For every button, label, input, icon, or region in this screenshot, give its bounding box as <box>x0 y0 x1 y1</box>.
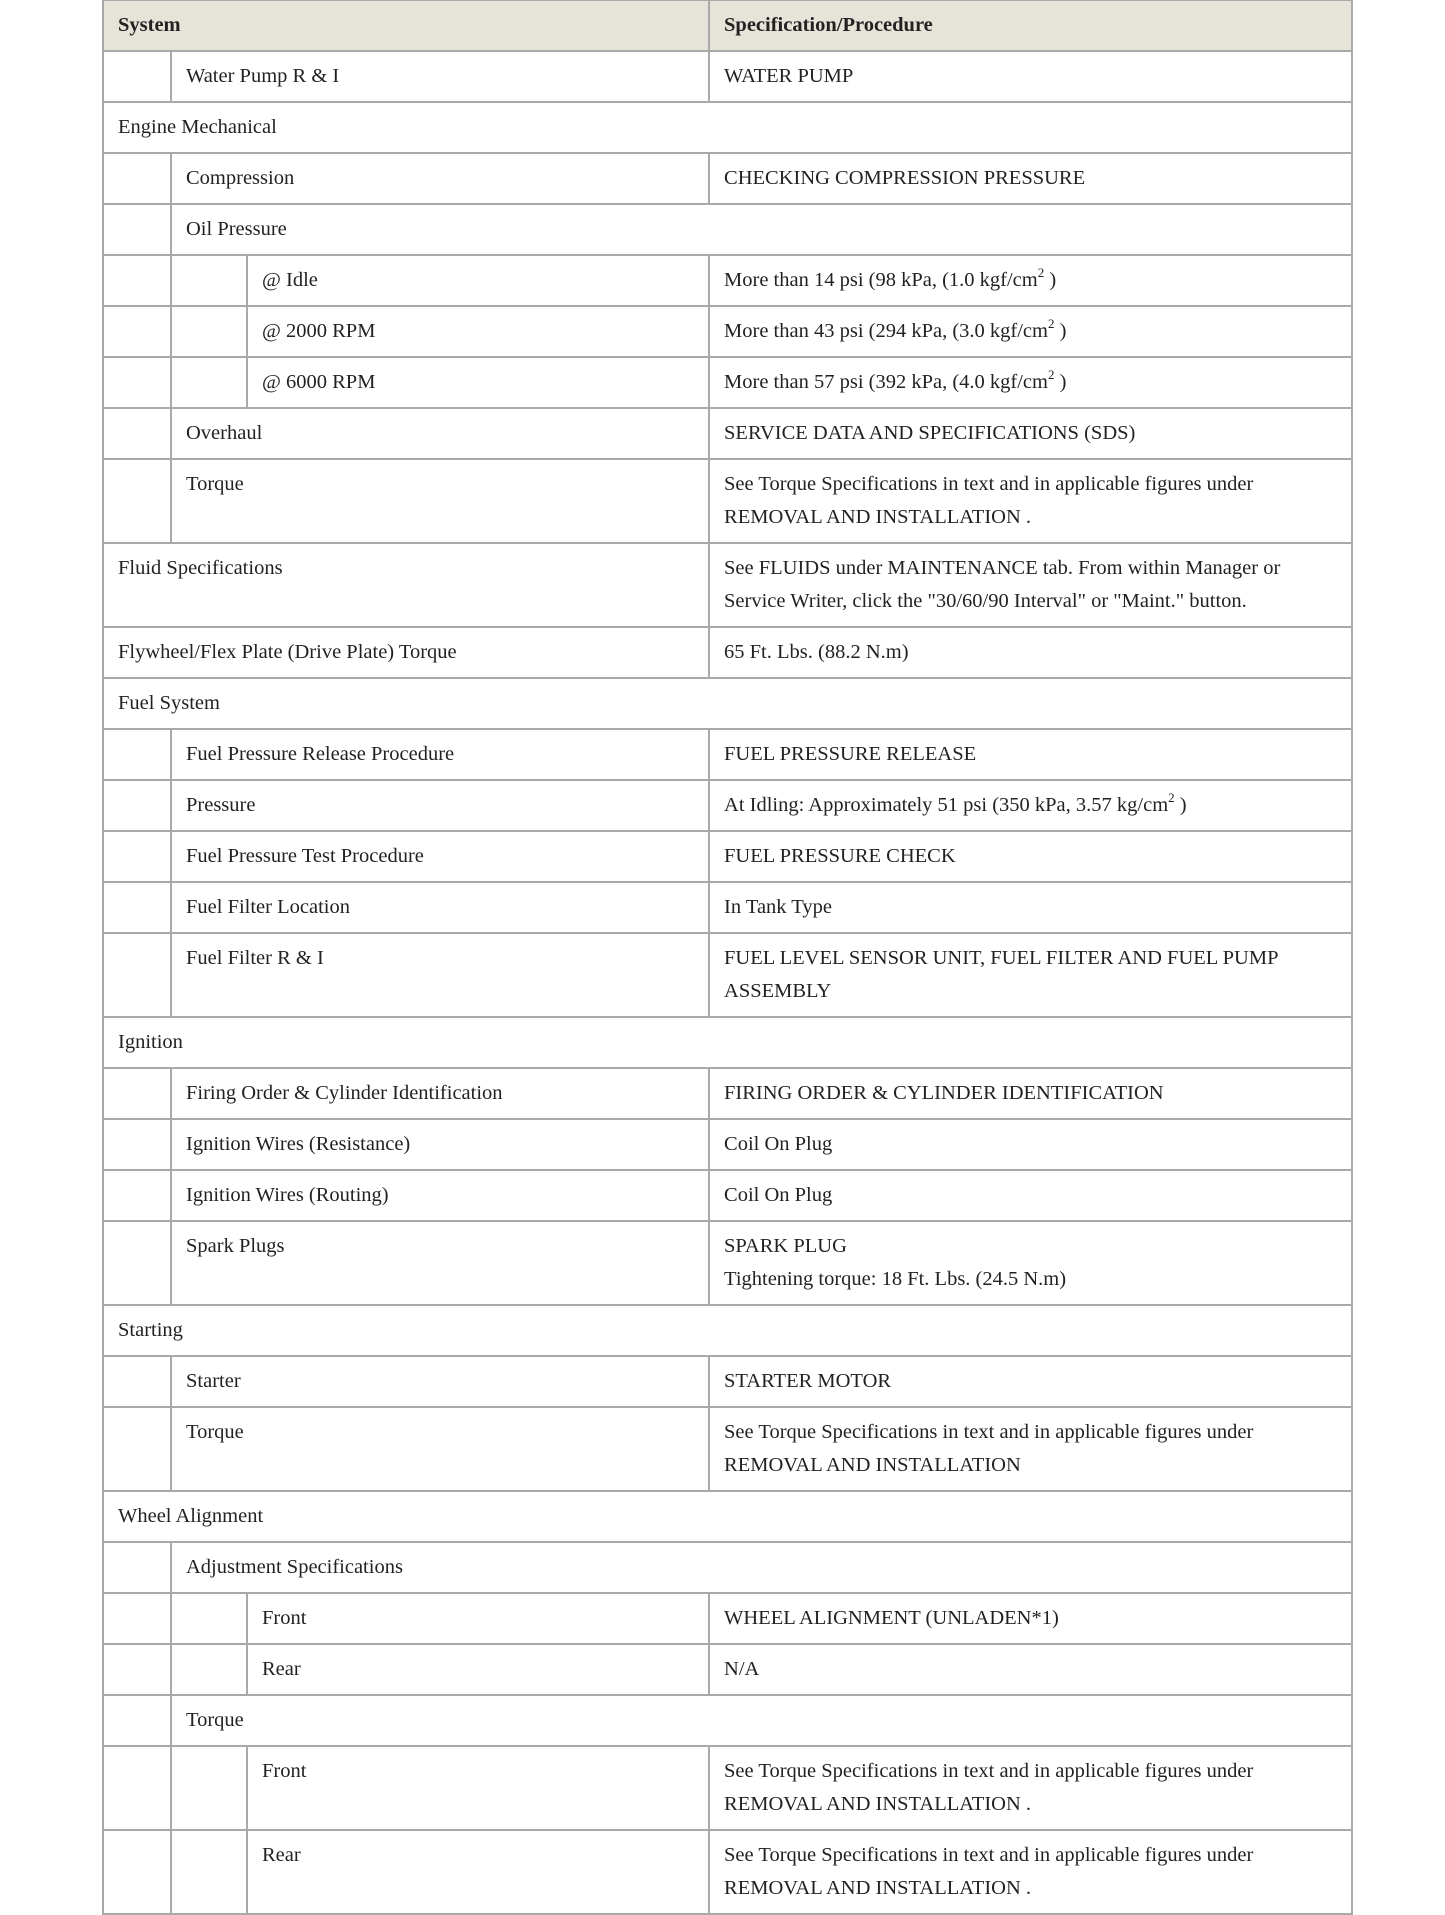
indent-cell <box>103 933 171 1017</box>
specification-cell <box>709 459 1352 543</box>
specification-text: More than 57 psi (392 kPa, (4.0 kgf/cm <box>724 371 1048 393</box>
table-row <box>103 1644 1352 1695</box>
specification-text-suffix: ) <box>1054 320 1067 342</box>
indent-cell <box>103 882 171 933</box>
system-cell: Fuel Filter R & I <box>171 933 709 1017</box>
specification-text: STARTER MOTOR <box>724 1370 892 1392</box>
specification-cell <box>709 627 1352 678</box>
specification-text: Coil On Plug <box>724 1184 833 1206</box>
system-cell: Starting <box>103 1305 1352 1356</box>
table-row <box>103 678 1352 729</box>
specification-cell <box>709 1593 1352 1644</box>
specification-text: See FLUIDS under MAINTENANCE tab. From within Manager or Service Writer, click the "30/60/90 Interval" or "Maint." button. <box>724 557 1281 612</box>
table-row <box>103 1491 1352 1542</box>
indent-cell <box>103 153 171 204</box>
specification-text-suffix: ) <box>1044 269 1057 291</box>
system-cell: Overhaul <box>171 408 709 459</box>
system-cell: Ignition Wires (Resistance) <box>171 1119 709 1170</box>
specification-text: See Torque Specifications in text and in applicable figures under REMOVAL AND INSTALLATION <box>724 1421 1254 1476</box>
superscript: 2 <box>1168 790 1175 806</box>
specification-text: SPARK PLUG <box>724 1235 847 1257</box>
system-cell: Flywheel/Flex Plate (Drive Plate) Torque <box>103 627 709 678</box>
specification-cell <box>709 1644 1352 1695</box>
indent-cell <box>103 1695 171 1746</box>
indent-cell <box>171 1746 247 1830</box>
specification-cell <box>709 1068 1352 1119</box>
table-row <box>103 780 1352 831</box>
system-cell: Engine Mechanical <box>103 102 1352 153</box>
indent-cell <box>103 1830 171 1914</box>
system-cell: Wheel Alignment <box>103 1491 1352 1542</box>
indent-cell <box>103 1407 171 1491</box>
specification-text: FIRING ORDER & CYLINDER IDENTIFICATION <box>724 1082 1164 1104</box>
indent-cell <box>103 459 171 543</box>
table-row <box>103 1119 1352 1170</box>
indent-cell <box>103 408 171 459</box>
system-cell: Front <box>247 1746 709 1830</box>
indent-cell <box>103 1356 171 1407</box>
specification-cell <box>709 1407 1352 1491</box>
specification-cell <box>709 543 1352 627</box>
system-cell: Starter <box>171 1356 709 1407</box>
specification-text-suffix: ) <box>1174 794 1187 816</box>
table-row <box>103 882 1352 933</box>
system-cell: Oil Pressure <box>171 204 1352 255</box>
indent-cell <box>103 306 171 357</box>
indent-cell <box>103 831 171 882</box>
specification-cell <box>709 408 1352 459</box>
specification-text: At Idling: Approximately 51 psi (350 kPa, 3.57 kg/cm <box>724 794 1169 816</box>
system-cell: Torque <box>171 1695 1352 1746</box>
indent-cell <box>103 1068 171 1119</box>
specification-text: CHECKING COMPRESSION PRESSURE <box>724 167 1086 189</box>
specification-cell <box>709 1356 1352 1407</box>
specification-cell <box>709 1119 1352 1170</box>
specification-cell <box>709 51 1352 102</box>
specification-text-line2: Tightening torque: 18 Ft. Lbs. (24.5 N.m) <box>724 1268 1067 1290</box>
indent-cell <box>103 1746 171 1830</box>
table-row <box>103 1170 1352 1221</box>
system-cell: Front <box>247 1593 709 1644</box>
specification-text: FUEL PRESSURE RELEASE <box>724 743 977 765</box>
header-system: System <box>103 1 709 52</box>
table-row <box>103 255 1352 306</box>
system-cell: @ 6000 RPM <box>247 357 709 408</box>
superscript: 2 <box>1047 316 1055 332</box>
table-row <box>103 459 1352 543</box>
table-row <box>103 204 1352 255</box>
system-cell: Rear <box>247 1644 709 1695</box>
system-cell: Fuel Filter Location <box>171 882 709 933</box>
system-cell: Fuel Pressure Test Procedure <box>171 831 709 882</box>
specification-cell <box>709 882 1352 933</box>
indent-cell <box>103 1542 171 1593</box>
specification-cell <box>709 153 1352 204</box>
specifications-table <box>102 0 1353 1915</box>
specification-text: N/A <box>724 1658 760 1680</box>
system-cell: Torque <box>171 1407 709 1491</box>
system-cell: Ignition Wires (Routing) <box>171 1170 709 1221</box>
specification-cell <box>709 1221 1352 1305</box>
table-row <box>103 51 1352 102</box>
system-cell: Compression <box>171 153 709 204</box>
specification-cell <box>709 831 1352 882</box>
system-cell: Adjustment Specifications <box>171 1542 1352 1593</box>
header-row <box>103 1 1352 52</box>
indent-cell <box>103 729 171 780</box>
specification-text: See Torque Specifications in text and in applicable figures under REMOVAL AND INSTALLATION . <box>724 473 1254 528</box>
indent-cell <box>103 1221 171 1305</box>
specification-text: More than 43 psi (294 kPa, (3.0 kgf/cm <box>724 320 1048 342</box>
indent-cell <box>103 1593 171 1644</box>
table-row <box>103 1356 1352 1407</box>
system-cell: Firing Order & Cylinder Identification <box>171 1068 709 1119</box>
superscript: 2 <box>1047 367 1055 383</box>
specification-cell <box>709 1830 1352 1914</box>
table-row <box>103 1221 1352 1305</box>
system-cell: @ Idle <box>247 255 709 306</box>
table-row <box>103 1746 1352 1830</box>
table-row <box>103 831 1352 882</box>
specification-text: In Tank Type <box>724 896 832 918</box>
indent-cell <box>171 357 247 408</box>
table-row <box>103 153 1352 204</box>
specification-text: WHEEL ALIGNMENT (UNLADEN*1) <box>724 1607 1059 1629</box>
specification-text: See Torque Specifications in text and in applicable figures under REMOVAL AND INSTALLATION . <box>724 1760 1254 1815</box>
system-cell: Pressure <box>171 780 709 831</box>
system-cell: Fluid Specifications <box>103 543 709 627</box>
indent-cell <box>103 204 171 255</box>
system-cell: Fuel Pressure Release Procedure <box>171 729 709 780</box>
indent-cell <box>171 255 247 306</box>
indent-cell <box>103 51 171 102</box>
specification-text-suffix: ) <box>1054 371 1067 393</box>
table-row <box>103 1830 1352 1914</box>
system-cell: Rear <box>247 1830 709 1914</box>
indent-cell <box>103 255 171 306</box>
indent-cell <box>103 780 171 831</box>
specification-cell <box>709 933 1352 1017</box>
indent-cell <box>171 1644 247 1695</box>
table-row <box>103 627 1352 678</box>
specification-cell <box>709 357 1352 408</box>
specification-cell <box>709 1746 1352 1830</box>
specification-text: FUEL LEVEL SENSOR UNIT, FUEL FILTER AND FUEL PUMP ASSEMBLY <box>724 947 1278 1002</box>
specification-text: Coil On Plug <box>724 1133 833 1155</box>
system-cell: Torque <box>171 459 709 543</box>
indent-cell <box>103 1644 171 1695</box>
specification-cell <box>709 1170 1352 1221</box>
system-cell: Water Pump R & I <box>171 51 709 102</box>
specification-text: FUEL PRESSURE CHECK <box>724 845 956 867</box>
table-row <box>103 1407 1352 1491</box>
table-row <box>103 933 1352 1017</box>
specification-cell <box>709 729 1352 780</box>
specification-text: More than 14 psi (98 kPa, (1.0 kgf/cm <box>724 269 1038 291</box>
superscript: 2 <box>1037 265 1045 281</box>
indent-cell <box>171 1593 247 1644</box>
table-row <box>103 357 1352 408</box>
system-cell: Fuel System <box>103 678 1352 729</box>
indent-cell <box>171 306 247 357</box>
table-row <box>103 306 1352 357</box>
table-body <box>103 51 1352 1914</box>
specification-cell <box>709 306 1352 357</box>
table-row <box>103 1017 1352 1068</box>
system-cell: Ignition <box>103 1017 1352 1068</box>
specification-cell <box>709 780 1352 831</box>
table-row <box>103 408 1352 459</box>
table-row <box>103 1542 1352 1593</box>
table-row <box>103 1695 1352 1746</box>
specification-text: 65 Ft. Lbs. (88.2 N.m) <box>724 641 909 663</box>
table-row <box>103 1305 1352 1356</box>
system-cell: Spark Plugs <box>171 1221 709 1305</box>
indent-cell <box>103 357 171 408</box>
indent-cell <box>103 1119 171 1170</box>
table-row <box>103 102 1352 153</box>
table-row <box>103 729 1352 780</box>
table-row <box>103 1593 1352 1644</box>
table-row <box>103 543 1352 627</box>
specification-text: SERVICE DATA AND SPECIFICATIONS (SDS) <box>724 422 1136 444</box>
indent-cell <box>171 1830 247 1914</box>
table-header <box>103 1 1352 52</box>
header-specification: Specification/Procedure <box>709 1 1352 52</box>
table-row <box>103 1068 1352 1119</box>
specification-cell <box>709 255 1352 306</box>
system-cell: @ 2000 RPM <box>247 306 709 357</box>
specification-text: See Torque Specifications in text and in applicable figures under REMOVAL AND INSTALLATION . <box>724 1844 1254 1899</box>
specification-text: WATER PUMP <box>724 65 854 87</box>
indent-cell <box>103 1170 171 1221</box>
